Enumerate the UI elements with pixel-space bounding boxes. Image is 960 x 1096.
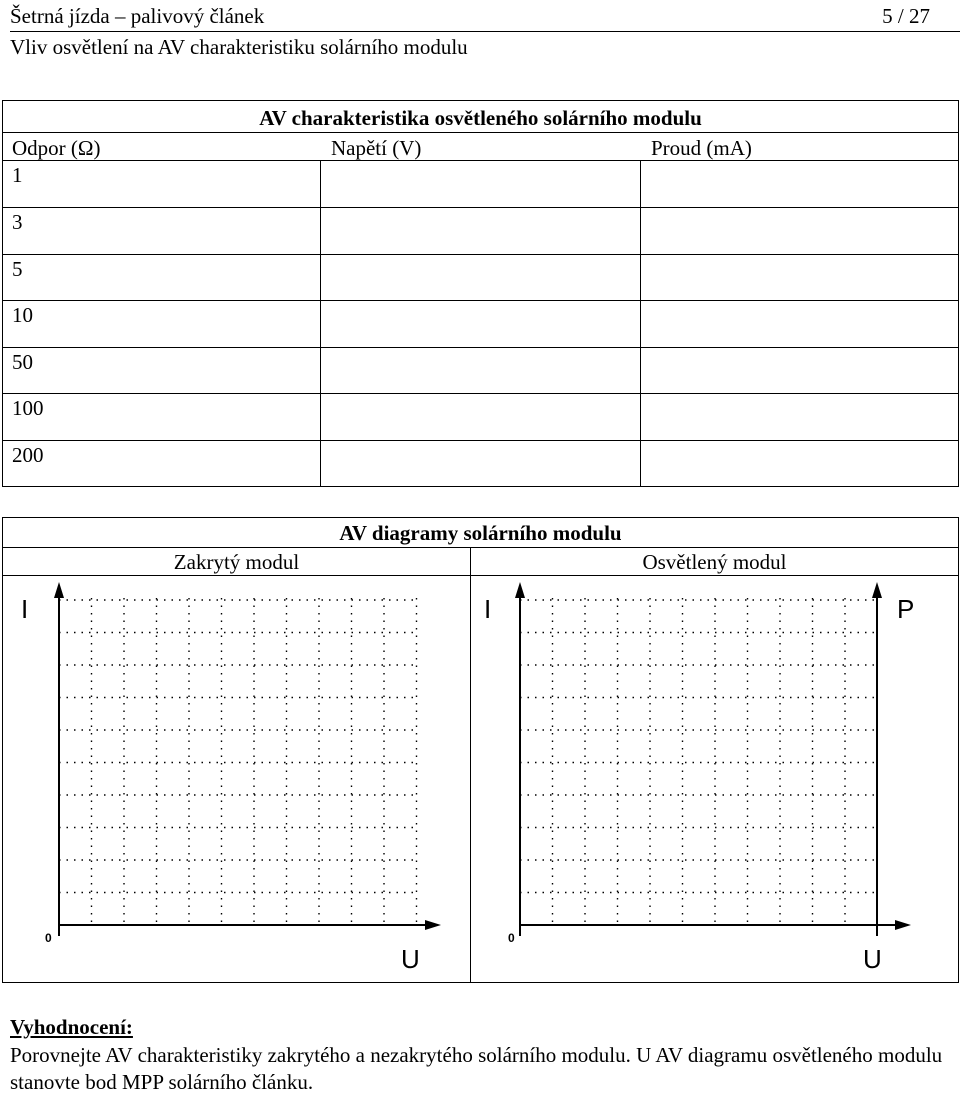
table-title: AV charakteristika osvětleného solárního modulu bbox=[259, 106, 702, 130]
header-divider bbox=[10, 31, 960, 32]
diagrams-box bbox=[2, 517, 959, 983]
table-rule bbox=[3, 132, 958, 133]
table-column-divider bbox=[640, 160, 641, 487]
row-resistance-value: 200 bbox=[12, 443, 44, 467]
row-resistance-value: 5 bbox=[12, 257, 23, 281]
column-header-current: Proud (mA) bbox=[651, 136, 752, 160]
row-resistance-value: 50 bbox=[12, 350, 33, 374]
evaluation-text: Porovnejte AV charakteristiky zakrytého a nezakrytého solárního modulu. U AV diagramu osvětleného modulu stanovte bod MPP solárního článku. bbox=[10, 1043, 943, 1094]
current-axis-label: I bbox=[21, 594, 29, 624]
table-rule bbox=[3, 440, 958, 441]
table-rule bbox=[3, 347, 958, 348]
current-axis-label: I bbox=[484, 594, 492, 624]
table-rule bbox=[3, 393, 958, 394]
current-axis-arrow bbox=[515, 582, 525, 598]
column-header-voltage: Napětí (V) bbox=[331, 136, 422, 160]
diagrams-title: AV diagramy solárního modulu bbox=[339, 521, 622, 545]
evaluation-heading: Vyhodnocení: bbox=[10, 1015, 133, 1039]
row-resistance-value: 1 bbox=[12, 163, 23, 187]
table-rule bbox=[3, 207, 958, 208]
table-rule bbox=[3, 254, 958, 255]
covered-module-label: Zakrytý modul bbox=[173, 550, 300, 574]
row-resistance-value: 10 bbox=[12, 303, 33, 327]
origin-label: 0 bbox=[45, 931, 52, 945]
table-rule bbox=[3, 160, 958, 161]
dotted-grid bbox=[520, 598, 877, 925]
row-resistance-value: 100 bbox=[12, 396, 44, 420]
diagrams-column-divider bbox=[470, 547, 471, 983]
measurement-table bbox=[2, 100, 959, 487]
column-header-resistance: Odpor (Ω) bbox=[12, 136, 101, 160]
page-number: 5 / 27 bbox=[882, 4, 930, 28]
voltage-axis-label: U bbox=[401, 944, 420, 974]
section-subtitle: Vliv osvětlení na AV charakteristiku solárního modulu bbox=[10, 35, 468, 59]
diagrams-rule bbox=[3, 547, 958, 548]
voltage-axis-arrow bbox=[895, 920, 911, 930]
voltage-axis-label: U bbox=[863, 944, 882, 974]
row-resistance-value: 3 bbox=[12, 210, 23, 234]
document-title: Šetrná jízda – palivový článek bbox=[10, 4, 265, 28]
dotted-grid bbox=[59, 598, 419, 925]
power-axis-label: P bbox=[897, 594, 915, 624]
illuminated-module-graph bbox=[477, 576, 953, 979]
voltage-axis-arrow bbox=[425, 920, 441, 930]
power-axis-arrow bbox=[872, 582, 882, 598]
origin-label: 0 bbox=[508, 931, 515, 945]
table-column-divider bbox=[320, 160, 321, 487]
table-rule bbox=[3, 300, 958, 301]
covered-module-graph bbox=[11, 576, 463, 979]
illuminated-module-label: Osvětlený modul bbox=[642, 550, 787, 574]
current-axis-arrow bbox=[54, 582, 64, 598]
